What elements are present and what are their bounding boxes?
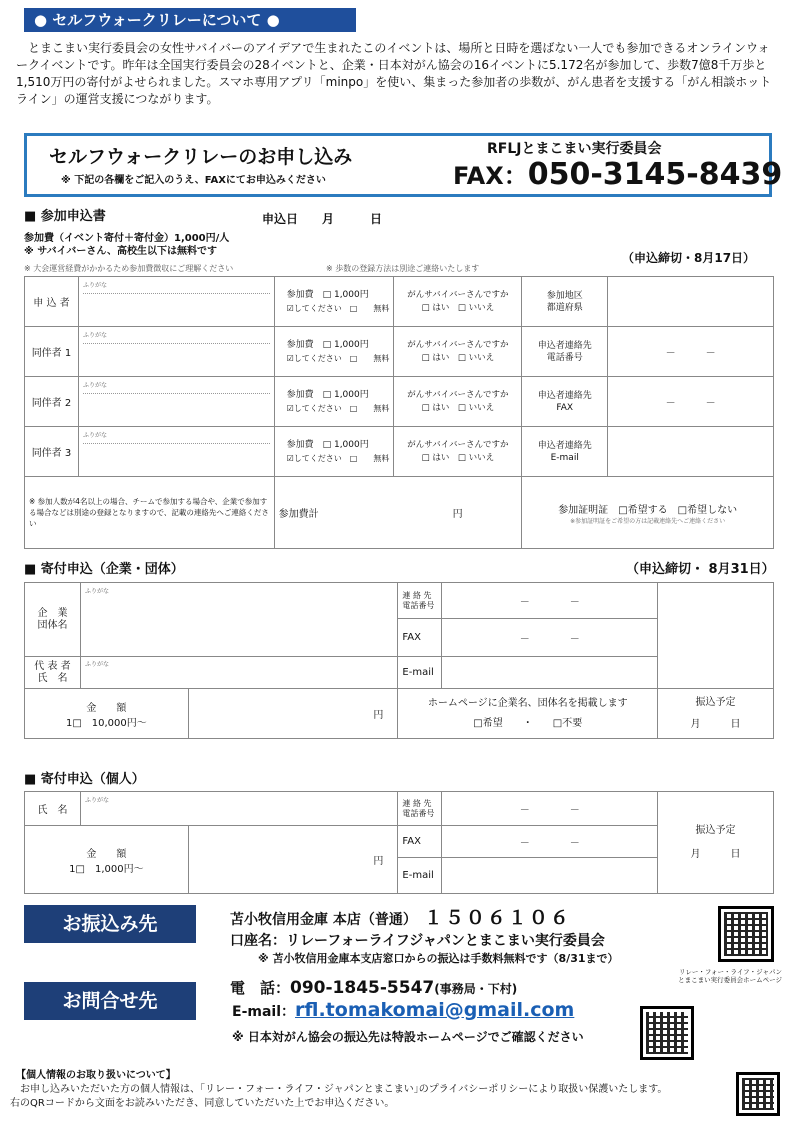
furigana-label: ふりがな: [82, 282, 107, 289]
survivor-question[interactable]: [394, 277, 522, 327]
corp-title: ■ 寄付申込（企業・団体）: [24, 562, 184, 577]
furigana-label: ふりがな: [82, 382, 107, 389]
name-field[interactable]: [78, 277, 274, 327]
fee-option-free[interactable]: ☑してください □ 無料: [286, 403, 390, 413]
indiv-email-label: E-mail: [398, 858, 442, 894]
qr-caption: リレー・フォー・ライフ・ジャパン とまこまい実行委員会ホームページ: [678, 968, 782, 984]
amount-label: 金 額: [86, 848, 127, 860]
total-yen: 円: [394, 477, 522, 549]
survivor-options[interactable]: □ はい □ いいえ: [421, 302, 495, 313]
corp-fax-field[interactable]: － －: [442, 619, 658, 657]
amount-label: 金 額: [86, 702, 127, 714]
corp-amount-label: [25, 689, 189, 739]
corp-tel-label: 連 絡 先 電話番号: [398, 583, 442, 619]
transfer-date[interactable]: 月 日: [690, 718, 741, 730]
fax-label: FAX：: [453, 162, 528, 190]
footer-note: ※ 参加人数が4名以上の場合、チームで参加する場合や、企業で参加する場合などは別途の登録となりますので、記載の連絡先へご連絡ください: [25, 477, 275, 549]
indiv-table: [24, 791, 774, 894]
survivor-q: がんサバイバーさんですか: [407, 339, 509, 350]
side-label: 申込者連絡先 電話番号: [522, 327, 608, 377]
indiv-name-label: 氏 名: [25, 792, 81, 826]
organizer-name: RFLJとまこまい実行委員会: [487, 141, 662, 157]
org-name-field[interactable]: [80, 583, 397, 657]
hp-text: ホームページに企業名、団体名を掲載します: [427, 697, 628, 709]
side-field[interactable]: － －: [608, 377, 774, 427]
cert-note: ※参加証明証をご希望の方は記載連絡先へご連絡ください: [570, 517, 726, 525]
fee-options[interactable]: [274, 277, 394, 327]
survivor-options[interactable]: □ はい □ いいえ: [421, 352, 495, 363]
corp-amount-field[interactable]: 円: [188, 689, 398, 739]
corp-fax-label: FAX: [398, 619, 442, 657]
survivor-options[interactable]: □ はい □ いいえ: [421, 452, 495, 463]
furigana-label: ふりがな: [82, 432, 107, 439]
transfer-label: 振込予定: [695, 696, 736, 708]
corp-blank: [658, 583, 774, 689]
account-number: １５０６１０６: [423, 907, 571, 929]
privacy-text1: お申し込みいただいた方の個人情報は、｢リレー・フォー・ライフ・ジャパンとまこまい｣のプライバシーポリシーにより取扱い保護いたします。: [10, 1084, 668, 1095]
row-label: 同伴者 2: [25, 377, 79, 427]
privacy-title: 【個人情報のお取り扱いについて】: [16, 1070, 176, 1081]
indiv-title: ■ 寄付申込（個人）: [24, 772, 145, 787]
indiv-amount-label: [25, 826, 189, 894]
qr-code-icon: [640, 1006, 694, 1060]
furigana-label: ふりがな: [84, 661, 109, 668]
fee-line: 参加費（イベント寄付＋寄付金）1,000円/人: [24, 233, 230, 244]
indiv-tel-label: 連 絡 先 電話番号: [398, 792, 442, 826]
row-label: 同伴者 3: [25, 427, 79, 477]
bank-line: [230, 903, 571, 930]
fee-options[interactable]: [274, 327, 394, 377]
fee-option-1000[interactable]: 参加費 □ 1,000円: [286, 389, 369, 400]
tel-number[interactable]: 090-1845-5547: [290, 978, 435, 998]
rep-name-field[interactable]: [80, 657, 397, 689]
fee-option-1000[interactable]: 参加費 □ 1,000円: [286, 439, 369, 450]
qr-code-icon: [736, 1072, 780, 1116]
fee-options[interactable]: [274, 377, 394, 427]
cert-opt-yes[interactable]: □希望する: [618, 504, 668, 516]
survivor-q: がんサバイバーさんですか: [407, 389, 509, 400]
indiv-amount-field[interactable]: 円: [188, 826, 398, 894]
cert-opt-no[interactable]: □希望しない: [677, 504, 738, 516]
indiv-transfer[interactable]: [658, 792, 774, 894]
qr-code-icon: [718, 906, 774, 962]
name-field[interactable]: [78, 427, 274, 477]
indiv-fax-field[interactable]: － －: [442, 826, 658, 858]
side-field[interactable]: － －: [608, 327, 774, 377]
form-date: 申込日 月 日: [262, 212, 383, 226]
side-label: 申込者連絡先 FAX: [522, 377, 608, 427]
intro-paragraph: とまこまい実行委員会の女性サバイバーのアイデアで生まれたこのイベントは、場所と日時を選ばない一人でも参加できるオンラインウォークイベントです。昨年は全国実行委員会の28イベントと、企業・日本対がん協会の16イベントに5.172名が参加して、歩数7億8千万歩と1,510万円の寄付がよせられました。スマホ専用アプリ「minpo」を使い、集まった参加者の歩数が、がん患者を支援する「がん相談ホットライン」の運営支援につながります。: [16, 41, 772, 106]
fee-option-free[interactable]: ☑してください □ 無料: [286, 353, 390, 363]
participant-table: [24, 276, 774, 549]
indiv-email-field[interactable]: [442, 858, 658, 894]
bank-button: お振込み先: [24, 905, 196, 943]
corp-email-label: E-mail: [398, 657, 442, 689]
account-name: 口座名：リレーフォーライフジャパンとまこまい実行委員会: [230, 933, 605, 949]
amount-option[interactable]: 1□ 10,000円～: [65, 717, 147, 729]
fee-options[interactable]: [274, 427, 394, 477]
tel-label: 電 話：: [230, 979, 291, 997]
certificate-cell[interactable]: [522, 477, 774, 549]
section-header: ● セルフウォークリレーについて ●: [24, 8, 356, 32]
corp-transfer[interactable]: [658, 689, 774, 739]
name-field[interactable]: [78, 327, 274, 377]
rep-label: 代 表 者 氏 名: [25, 657, 81, 689]
contact-button: お問合せ先: [24, 982, 196, 1020]
total-label: 参加費計: [274, 477, 394, 549]
fee-option-free[interactable]: ☑してください □ 無料: [286, 303, 390, 313]
row-label: 同伴者 1: [25, 327, 79, 377]
email-link[interactable]: rfl.tomakomai@gmail.com: [295, 999, 575, 1021]
side-label: 申込者連絡先 E-mail: [522, 427, 608, 477]
fee-option-1000[interactable]: 参加費 □ 1,000円: [286, 289, 369, 300]
cert-label: 参加証明証: [558, 504, 609, 516]
name-field[interactable]: [78, 377, 274, 427]
org-label: 企 業 団体名: [25, 583, 81, 657]
side-field[interactable]: [608, 277, 774, 327]
application-subtitle: ※ 下記の各欄をご記入のうえ、FAXにてお申込みください: [61, 175, 326, 186]
transfer-date[interactable]: 月 日: [690, 848, 741, 860]
transfer-label: 振込予定: [695, 824, 736, 836]
indiv-name-field[interactable]: [80, 792, 397, 826]
contact-note: ※ 日本対がん協会の振込先は特設ホームページでご確認ください: [232, 1030, 584, 1044]
corp-table: [24, 582, 774, 739]
survivor-question[interactable]: [394, 327, 522, 377]
bank-name: 苫小牧信用金庫 本店（普通）: [230, 912, 410, 928]
indiv-tel-field[interactable]: － －: [442, 792, 658, 826]
contact-email: [232, 999, 574, 1021]
note-steps: ※ 歩数の登録方法は別途ご連絡いたします: [326, 264, 480, 273]
contact-tel: [230, 977, 517, 998]
deadline: （申込締切・8月17日）: [622, 251, 756, 265]
fax-number: [453, 156, 782, 192]
survivor-question[interactable]: [394, 427, 522, 477]
corp-tel-field[interactable]: － －: [442, 583, 658, 619]
fee-option-free[interactable]: ☑してください □ 無料: [286, 453, 390, 463]
fee-option-1000[interactable]: 参加費 □ 1,000円: [286, 339, 369, 350]
indiv-fax-label: FAX: [398, 826, 442, 858]
survivor-question[interactable]: [394, 377, 522, 427]
privacy-text2: 右のQRコードから文面をお読みいただき、同意していただいた上でお申込ください。: [10, 1098, 395, 1109]
hp-listing[interactable]: [398, 689, 658, 739]
fax-value: 050-3145-8439: [527, 157, 783, 192]
furigana-label: ふりがな: [84, 797, 109, 804]
note-fee: ※ 大会運営経費がかかるため参加費徴収にご理解ください: [24, 264, 234, 273]
survivor-q: がんサバイバーさんですか: [407, 439, 509, 450]
bank-note: ※ 苫小牧信用金庫本支店窓口からの振込は手数料無料です（8/31まで）: [258, 952, 619, 965]
corp-email-field[interactable]: [442, 657, 658, 689]
application-title: セルフウォークリレーのお申し込み: [49, 146, 353, 168]
row-label: 申 込 者: [25, 277, 79, 327]
furigana-label: ふりがな: [82, 332, 107, 339]
tel-note: (事務局・下村): [434, 982, 518, 996]
hp-options[interactable]: □希望 ・ □不要: [473, 717, 583, 729]
email-label: E-mail：: [232, 1004, 296, 1020]
survivor-q: がんサバイバーさんですか: [407, 289, 509, 300]
side-field[interactable]: [608, 427, 774, 477]
form-title: ■ 参加申込書: [24, 209, 106, 224]
furigana-label: ふりがな: [84, 588, 109, 595]
application-box: [24, 133, 783, 197]
side-label: 参加地区 都道府県: [522, 277, 608, 327]
survivor-options[interactable]: □ はい □ いいえ: [421, 402, 495, 413]
free-line: ※ サバイバーさん、高校生以下は無料です: [24, 246, 218, 257]
amount-option[interactable]: 1□ 1,000円～: [69, 863, 144, 875]
corp-deadline: （申込締切・ 8月31日）: [626, 562, 775, 577]
